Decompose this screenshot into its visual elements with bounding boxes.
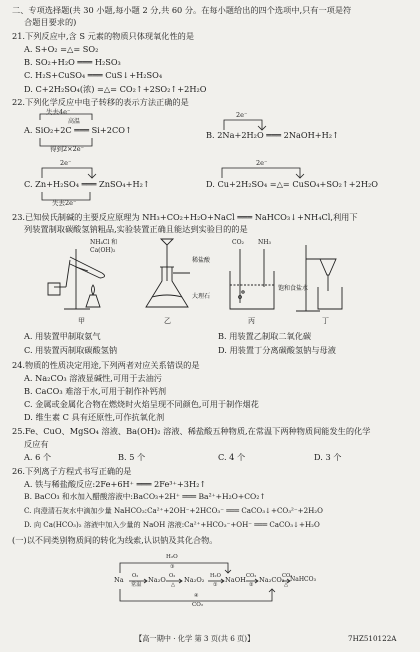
section-header-line2: 合题目要求的) bbox=[24, 17, 77, 27]
fig-label-marble: 大理石 bbox=[192, 293, 211, 300]
q25-option-a[interactable]: A. 6 个 bbox=[24, 452, 52, 462]
q21-option-b[interactable]: B. SO₂+H₂O ═══ H₂SO₃ bbox=[24, 57, 121, 67]
q21-option-a[interactable]: A. S+O₂ =△= SO₂ bbox=[24, 44, 99, 54]
scheme-na2o2: Na₂O₂ bbox=[184, 576, 205, 584]
q25-option-d[interactable]: D. 3 个 bbox=[314, 452, 342, 462]
q23-option-b[interactable]: B. 用装置乙制取二氧化碳 bbox=[218, 331, 312, 341]
q23-stem-line2: 列装置制取碳酸氢钠粗品,实验装置正确且能达到实验目的的是 bbox=[24, 224, 248, 234]
q22-option-a[interactable] bbox=[24, 108, 204, 154]
q26-option-d[interactable]: D. 向 Ca(HCO₃)₂ 溶液中加入少量的 NaOH 溶液:Ca²⁺+HCO₃⁻+OH⁻ ═══ CaCO₃↓+H₂O bbox=[24, 520, 320, 529]
scheme-naoh: NaOH bbox=[225, 576, 246, 584]
q25-option-c[interactable]: C. 4 个 bbox=[218, 452, 246, 462]
q21-option-d[interactable]: D. C+2H₂SO₄(浓) =△= CO₂↑+2SO₂↑+2H₂O bbox=[24, 84, 207, 94]
scheme-r3b: ① bbox=[213, 582, 218, 588]
q23-option-c[interactable]: C. 用装置丙制取碳酸氢钠 bbox=[24, 345, 118, 355]
q23-option-a[interactable]: A. 用装置甲制取氨气 bbox=[24, 331, 101, 341]
q26-option-a[interactable]: A. 铁与稀盐酸反应:2Fe+6H⁺ ═══ 2Fe³⁺+3H₂↑ bbox=[24, 479, 207, 489]
q21-option-c[interactable]: C. H₂S+CuSO₄ ═══ CuS↓+H₂SO₄ bbox=[24, 70, 163, 80]
q21-stem: 21.下列反应中,含 S 元素的物质只体现氧化性的是 bbox=[12, 31, 195, 41]
section-header-line1: 二、专项选择题(共 30 小题,每小题 2 分,共 60 分。在每小题给出的四个选项中,只有一项是符 bbox=[12, 5, 352, 15]
apparatus-jia bbox=[48, 249, 105, 309]
q22-c-top-label: 2e⁻ bbox=[60, 159, 72, 167]
q22-d-equation: D. Cu+2H₂SO₄ =△= CuSO₄+SO₂↑+2H₂O bbox=[206, 179, 379, 189]
scheme-r6: △ bbox=[284, 582, 288, 588]
scheme-r1b: 常温 bbox=[131, 582, 142, 588]
scheme-r4: CO₂ bbox=[246, 573, 257, 579]
scheme-bottom-label: CO₂ bbox=[192, 602, 204, 608]
fig-label-brine: 饱和食盐水 bbox=[278, 285, 309, 292]
scheme-top-label: H₂O bbox=[166, 554, 178, 560]
footer-code: 7HZ510122A bbox=[348, 634, 397, 643]
q26-option-c[interactable]: C. 向澄清石灰水中滴加少量 NaHCO₃:Ca²⁺+2OH⁻+2HCO₃⁻ ═══ CaCO₃↓+CO₃²⁻+2H₂O bbox=[24, 506, 323, 515]
q25-stem-line2: 反应有 bbox=[24, 439, 49, 449]
scheme-r2: O₂ bbox=[169, 573, 176, 579]
fig-label-nh3: NH₃ bbox=[258, 239, 271, 246]
q22-b-equation: B. 2Na+2H₂O ═══ 2NaOH+H₂↑ bbox=[206, 130, 339, 140]
apparatus-yi bbox=[146, 239, 190, 307]
q26-option-b[interactable]: B. BaCO₃ 和水加入醋酸溶液中:BaCO₃+2H⁺ ═══ Ba²⁺+H₂O+CO₂↑ bbox=[24, 492, 266, 501]
scheme-bottom-num: ④ bbox=[194, 593, 199, 599]
q26-stem: 26.下列离子方程式书写正确的是 bbox=[12, 466, 132, 476]
q22-stem: 22.下列化学反应中电子转移的表示方法正确的是 bbox=[12, 97, 189, 107]
part1-title: (一)以不同类别物质间的转化为线索,认识钠及其化合物。 bbox=[12, 535, 218, 545]
scheme-r1: O₂ bbox=[132, 573, 139, 579]
q22-a-condition: 高温 bbox=[68, 118, 81, 125]
q25-stem-line1: 25.Fe、CuO、MgSO₄ 溶液、Ba(OH)₂ 溶液、稀盐酸五种物质,在常温下两种物质间能发生的化学 bbox=[12, 426, 371, 436]
fig-label-co2: CO₂ bbox=[232, 239, 244, 246]
q24-stem: 24.物质的性质决定用途,下列两者对应关系错误的是 bbox=[12, 360, 200, 370]
fig-label-hcl: 稀盐酸 bbox=[192, 257, 211, 264]
scheme-r4b: ② bbox=[249, 582, 254, 588]
q22-option-b[interactable] bbox=[206, 108, 396, 154]
fig-caption-bing: 丙 bbox=[248, 317, 255, 325]
q23-apparatus-figure bbox=[20, 237, 390, 329]
q23-stem-line1: 23.已知侯氏制碱的主要反应原理为 NH₃+CO₂+H₂O+NaCl ═══ NaHCO₃↓+NH₄Cl,利用下 bbox=[12, 212, 358, 222]
scheme-top-num: ③ bbox=[170, 564, 175, 570]
scheme-na2o: Na₂O bbox=[148, 576, 166, 584]
q22-a-bottom-label: 得到2×2e⁻ bbox=[50, 145, 84, 153]
q23-apparatus-svg bbox=[20, 237, 390, 329]
scheme-na: Na bbox=[114, 576, 124, 584]
q23-option-d[interactable]: D. 用装置丁分离碳酸氢钠与母液 bbox=[218, 345, 336, 355]
sodium-conversion-scheme bbox=[112, 551, 316, 615]
q22-c-equation: C. Zn+H₂SO₄ ═══ ZnSO₄+H₂↑ bbox=[24, 179, 150, 189]
q22-b-top-label: 2e⁻ bbox=[236, 111, 248, 119]
scheme-r2b: △ bbox=[171, 582, 175, 588]
q22-a-equation: A. SiO₂+2C ═══ Si+2CO↑ bbox=[24, 125, 132, 135]
q22-option-c[interactable] bbox=[24, 158, 204, 208]
scheme-nahco3: NaHCO₃ bbox=[290, 576, 316, 583]
q22-d-top-label: 2e⁻ bbox=[256, 159, 268, 167]
apparatus-ding bbox=[296, 245, 342, 311]
scheme-r3: H₂O bbox=[210, 573, 221, 579]
q22-a-top-label: 失去4e⁻ bbox=[46, 108, 71, 116]
q24-option-b[interactable]: B. CaCO₃ 难溶于水,可用于制作补钙剂 bbox=[24, 386, 167, 396]
fig-caption-ding: 丁 bbox=[322, 317, 329, 325]
footer-center: 【高一期中 · 化学 第 3 页(共 6 页)】 bbox=[135, 634, 255, 643]
fig-caption-yi: 乙 bbox=[164, 317, 171, 325]
scheme-na2co3: Na₂CO₃ bbox=[259, 576, 285, 584]
q25-option-b[interactable]: B. 5 个 bbox=[118, 452, 146, 462]
q22-c-bottom-label: 失去2e⁻ bbox=[52, 199, 77, 207]
fig-label-caoh2: Ca(OH)₂ bbox=[90, 247, 116, 254]
apparatus-bing bbox=[230, 249, 274, 309]
scheme-r5: CO₂ bbox=[282, 573, 293, 579]
q24-option-c[interactable]: C. 金属或金属化合物在燃烧时火焰呈现不同颜色,可用于制作烟花 bbox=[24, 399, 259, 409]
q22-option-d[interactable] bbox=[206, 158, 406, 208]
q24-option-a[interactable]: A. Na₂CO₃ 溶液显碱性,可用于去油污 bbox=[24, 373, 162, 383]
q24-option-d[interactable]: D. 维生素 C 具有还原性,可作抗氧化剂 bbox=[24, 412, 165, 422]
fig-caption-jia: 甲 bbox=[78, 317, 85, 325]
fig-label-nh4cl: NH₄Cl 和 bbox=[90, 239, 118, 246]
